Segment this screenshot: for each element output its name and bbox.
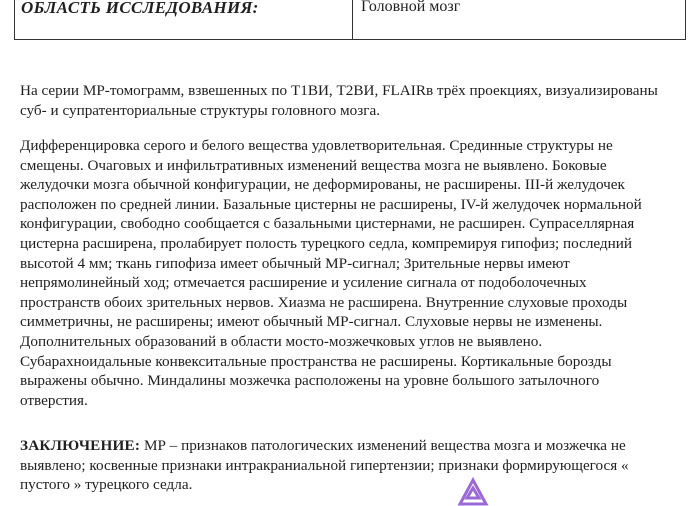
- findings-line: выражены обычно. Миндалины мозжечка расположены на уровне большого затылочного: [20, 372, 600, 390]
- findings-line: Субарахноидальные конвекситальные пространства не расширены. Кортикальные борозды: [20, 352, 612, 370]
- findings-line: цистерна расширена, пролабирует полость турецкого седла, компремируя гипофиз; последний: [20, 234, 633, 252]
- findings-line: смещены. Очаговых и инфильтративных изменений вещества мозга не выявлено. Боковые: [20, 156, 607, 174]
- intro-line: суб- и супратенториальные структуры головного мозга.: [20, 101, 381, 119]
- conclusion-text: МР – признаков патологических изменений вещества мозга и мозжечка не: [140, 437, 626, 454]
- conclusion-paragraph: [20, 436, 686, 495]
- conclusion-line: [20, 436, 686, 456]
- findings-line: Дифференцировка серого и белого вещества удовлетворительная. Срединные структуры не: [20, 137, 613, 154]
- findings-line: высотой 4 мм; ткань гипофиза имеет обычный МР-сигнал; Зрительные нервы имеют: [20, 254, 570, 272]
- findings-line: непрямолинейный ход; отмечается расширение и усиление сигнала от подоболочечных: [20, 274, 587, 292]
- conclusion-label: ЗАКЛЮЧЕНИЕ:: [20, 437, 141, 454]
- conclusion-line: пустого » турецкого седла.: [20, 476, 193, 494]
- field-label: ОБЛАСТЬ ИССЛЕДОВАНИЯ:: [15, 0, 353, 39]
- findings-line: желудочки мозга обычной конфигурации, не деформированы, не расширены. III-й желудочек: [20, 176, 625, 194]
- findings-line: конфигурации, свободно сообщается с базальными цистернами, не расширен. Супраселлярная: [20, 215, 635, 233]
- findings-line: симметричны, не расширены; имеют обычный МР-сигнал. Слуховые нервы не изменены.: [20, 313, 603, 331]
- findings-line: отверстия.: [20, 391, 88, 409]
- conclusion-line: выявлено; косвенные признаки интракраниальной гипертензии; признаки формирующегося «: [20, 456, 629, 474]
- header-table: [14, 0, 686, 40]
- findings-line: расположен по средней линии. Базальные цистерны не расширены, IV-й желудочек нормальной: [20, 195, 642, 213]
- field-value: Головной мозг: [361, 0, 461, 15]
- intro-line: На серии МР-томограмм, взвешенных по Т1ВИ, Т2ВИ, FLAIRв трёх проекциях, визуализированы: [20, 82, 658, 99]
- stamp-mark-icon: [456, 476, 490, 506]
- intro-paragraph: [20, 81, 686, 120]
- findings-paragraph: [20, 136, 686, 410]
- findings-line: пространств обоих зрительных нервов. Хиазма не расширена. Внутренние слуховые проходы: [20, 293, 628, 311]
- findings-line: Дополнительных образований в области мосто-мозжечковых углов не выявлено.: [20, 332, 543, 350]
